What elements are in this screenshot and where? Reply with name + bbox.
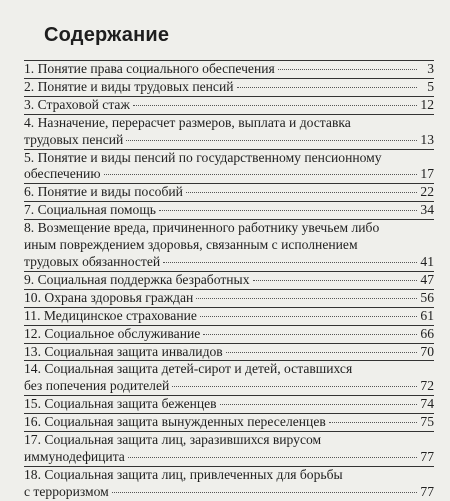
toc-entry-line <box>24 378 434 395</box>
page-number: 75 <box>420 414 434 430</box>
toc-entry-line <box>24 272 434 289</box>
dot-leader <box>126 140 417 141</box>
page-number: 72 <box>420 378 434 394</box>
table-of-contents <box>24 60 434 501</box>
toc-entry-line <box>24 166 434 183</box>
toc-entry-text: трудовых обязанностей <box>24 253 161 269</box>
toc-entry <box>24 220 434 271</box>
toc-entry-text: 11. Медицинское страхование <box>24 307 197 323</box>
toc-entry-line <box>24 132 434 149</box>
toc-entry-text: 14. Социальная защита детей-сирот и детей, оставшихся <box>24 361 353 377</box>
toc-entry-line <box>24 449 434 466</box>
toc-entry-text: иммунодефицита <box>24 448 125 464</box>
toc-entry <box>24 326 434 343</box>
toc-entry-line <box>24 61 434 78</box>
toc-entry-line <box>24 79 434 96</box>
toc-entry <box>24 308 434 325</box>
page-number: 5 <box>427 78 434 94</box>
toc-entry-text: иным повреждением здоровья, связанным с исполнением <box>24 237 358 253</box>
dot-leader <box>253 280 418 281</box>
toc-entry-line <box>24 202 434 219</box>
page-number: 22 <box>420 184 434 200</box>
toc-entry-line <box>24 184 434 201</box>
toc-entry-text: 4. Назначение, перерасчет размеров, выплата и доставка <box>24 114 351 130</box>
toc-entry-text: 8. Возмещение вреда, причиненного работнику увечьем либо <box>24 220 380 236</box>
dot-leader <box>200 316 417 317</box>
toc-entry <box>24 467 434 501</box>
dot-leader <box>159 210 417 211</box>
dot-leader <box>237 87 418 88</box>
toc-entry-line <box>24 467 434 484</box>
dot-leader <box>104 174 418 175</box>
toc-entry-line <box>24 308 434 325</box>
toc-entry <box>24 396 434 413</box>
toc-entry <box>24 97 434 114</box>
dot-leader <box>329 422 417 423</box>
page-number: 77 <box>420 483 434 499</box>
toc-entry-line <box>24 396 434 413</box>
toc-entry <box>24 414 434 431</box>
dot-leader <box>186 192 417 193</box>
toc-entry-line <box>24 432 434 449</box>
dot-leader <box>203 334 417 335</box>
toc-entry-text: 6. Понятие и виды пособий <box>24 184 183 200</box>
dot-leader <box>278 69 417 70</box>
dot-leader <box>172 386 417 387</box>
toc-entry-line <box>24 254 434 271</box>
page-number: 77 <box>420 448 434 464</box>
toc-entry-text: 17. Социальная защита лиц, заразившихся вирусом <box>24 432 322 448</box>
dot-leader <box>112 492 417 493</box>
toc-entry <box>24 115 434 149</box>
toc-entry-line <box>24 97 434 114</box>
dot-leader <box>220 404 417 405</box>
toc-entry-text: без попечения родителей <box>24 378 170 394</box>
page-number: 66 <box>420 325 434 341</box>
page-number: 3 <box>427 61 434 76</box>
toc-entry-line <box>24 484 434 501</box>
toc-entry <box>24 150 434 184</box>
toc-entry-text: 15. Социальная защита беженцев <box>24 396 217 412</box>
toc-entry-line <box>24 220 434 237</box>
toc-entry-text: 1. Понятие права социального обеспечения <box>24 61 275 76</box>
page-number: 56 <box>420 289 434 305</box>
toc-entry-text: с терроризмом <box>24 483 109 499</box>
page-number: 61 <box>420 307 434 323</box>
dot-leader <box>133 105 417 106</box>
page-number: 47 <box>420 271 434 287</box>
toc-entry-text: 12. Социальное обслуживание <box>24 325 201 341</box>
toc-entry-text: 3. Страховой стаж <box>24 96 130 112</box>
toc-entry <box>24 432 434 466</box>
dot-leader <box>226 352 417 353</box>
toc-entry <box>24 344 434 361</box>
page-number: 41 <box>420 253 434 269</box>
toc-entry <box>24 202 434 219</box>
toc-entry <box>24 79 434 96</box>
toc-entry-text: 5. Понятие и виды пенсий по государственному пенсионному <box>24 149 382 165</box>
toc-entry-line <box>24 115 434 132</box>
page-title: Содержание <box>44 24 170 46</box>
dot-leader <box>128 457 417 458</box>
toc-entry <box>24 272 434 289</box>
dot-leader <box>196 298 417 299</box>
toc-entry <box>24 184 434 201</box>
toc-entry <box>24 61 434 78</box>
toc-entry-line <box>24 237 434 254</box>
toc-entry <box>24 361 434 395</box>
toc-entry-line <box>24 326 434 343</box>
page-number: 70 <box>420 343 434 359</box>
page-number: 34 <box>420 202 434 218</box>
toc-entry-text: обеспечению <box>24 166 101 182</box>
toc-entry-text: 18. Социальная защита лиц, привлеченных для борьбы <box>24 466 343 482</box>
toc-entry-text: трудовых пенсий <box>24 131 124 147</box>
toc-entry <box>24 290 434 307</box>
toc-entry-line <box>24 344 434 361</box>
page-number: 13 <box>420 131 434 147</box>
toc-entry-text: 2. Понятие и виды трудовых пенсий <box>24 78 234 94</box>
toc-entry-text: 13. Социальная защита инвалидов <box>24 343 223 359</box>
dot-leader <box>163 262 417 263</box>
page-number: 12 <box>420 96 434 112</box>
page-number: 74 <box>420 396 434 412</box>
toc-entry-line <box>24 150 434 167</box>
toc-entry-text: 7. Социальная помощь <box>24 202 156 218</box>
page-number: 17 <box>420 166 434 182</box>
toc-entry-line <box>24 414 434 431</box>
toc-entry-line <box>24 361 434 378</box>
toc-entry-text: 16. Социальная защита вынужденных переселенцев <box>24 414 326 430</box>
toc-entry-text: 9. Социальная поддержка безработных <box>24 271 250 287</box>
toc-entry-text: 10. Охрана здоровья граждан <box>24 289 194 305</box>
toc-entry-line <box>24 290 434 307</box>
